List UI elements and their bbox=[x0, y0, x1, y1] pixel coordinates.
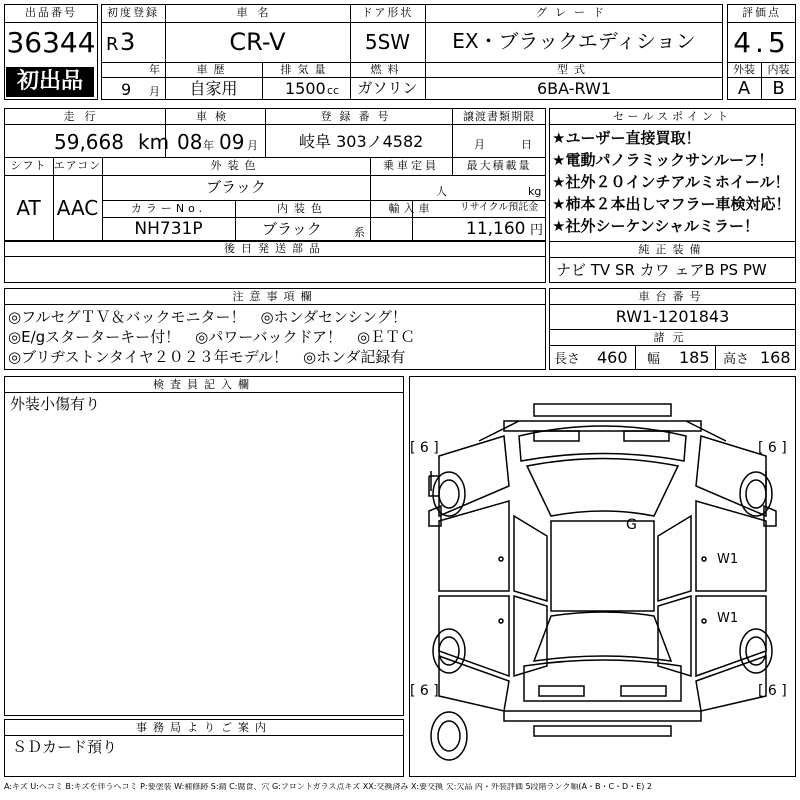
model: 6BA-RW1 bbox=[537, 79, 611, 98]
width-label: 幅 bbox=[647, 352, 661, 367]
capacity-unit: 人 bbox=[436, 185, 447, 198]
fuel-label: 燃料 bbox=[370, 63, 405, 76]
length: 460 bbox=[597, 348, 628, 367]
ac-label: エアコン bbox=[53, 159, 102, 172]
history: 自家用 bbox=[189, 79, 238, 98]
lot-number: 36344 bbox=[6, 26, 96, 59]
history-label: 車歴 bbox=[196, 63, 231, 76]
legend: A:キズ U:ヘコミ B:キズを伴うヘコミ P:要塗装 W:補修跡 S:錆 C:腐食、穴 G:フロントガラス点キズ XX:交換済み X:要交換 欠:欠品 内・外装評価 5段階ランク順(A・B・C・D・E) 2 bbox=[4, 783, 653, 791]
tire-rear-left-mark: [ 6 ] bbox=[410, 683, 439, 699]
recycle: 11,160 bbox=[466, 219, 526, 239]
displacement-label: 排気量 bbox=[280, 63, 332, 76]
grade: EX・ブラックエディション bbox=[452, 29, 696, 53]
dims-label: 諸元 bbox=[653, 331, 692, 344]
car-name: CR-V bbox=[229, 28, 286, 56]
notes-line-2: ◎E/gスターターキー付！ ◎パワーバックドア！ ◎ＥＴＣ bbox=[8, 328, 416, 346]
first-reg-label: 初度登録 bbox=[107, 6, 159, 19]
grade-label: グレード bbox=[536, 6, 612, 19]
selling-point-1: ★ユーザー直接買取！ bbox=[552, 129, 701, 147]
height: 168 bbox=[760, 348, 791, 367]
recycle-unit: 円 bbox=[530, 223, 544, 238]
car-name-label: 車名 bbox=[236, 6, 279, 19]
door-w1-mark-rear: W1 bbox=[717, 611, 739, 626]
lot-label: 出品番号 bbox=[25, 6, 77, 19]
equipment-label: 純正装備 bbox=[638, 243, 707, 256]
displacement-unit: cc bbox=[327, 84, 340, 97]
int-color-label: 内装色 bbox=[277, 202, 328, 215]
shift-label: シフト bbox=[10, 159, 47, 172]
plate-label: 登録番号 bbox=[320, 110, 397, 123]
office-label: 事務局よりご案内 bbox=[136, 721, 272, 734]
chassis-number: RW1-1201843 bbox=[615, 307, 730, 326]
color-no: NH731P bbox=[134, 219, 203, 239]
selling-point-5: ★社外シーケンシャルミラー！ bbox=[552, 217, 760, 235]
transfer-day-unit: 日 bbox=[521, 138, 532, 151]
notes-label: 注意事項欄 bbox=[232, 290, 318, 303]
inspection-month: 09 bbox=[219, 130, 245, 154]
inspection-year: 08 bbox=[177, 130, 203, 154]
era: R bbox=[106, 34, 119, 55]
first-listing-text: 初出品 bbox=[16, 69, 83, 94]
windshield-g-mark: G bbox=[626, 517, 637, 533]
equipment: ナビ TV SR カワ ェアB PS PW bbox=[556, 261, 767, 279]
inspection-year-unit: 年 bbox=[203, 139, 214, 152]
length-label: 長さ bbox=[554, 352, 581, 367]
vehicle-diagram bbox=[409, 376, 796, 777]
door: 5SW bbox=[364, 30, 411, 54]
model-label: 型式 bbox=[557, 63, 591, 76]
inspector-box bbox=[4, 376, 404, 716]
load-unit: kg bbox=[528, 185, 542, 198]
selling-point-2: ★電動パノラミックサンルーフ！ bbox=[552, 151, 774, 169]
chassis-label: 車台番号 bbox=[638, 290, 707, 303]
notes-line-3: ◎ブリヂストンタイヤ２０２３年モデル！ ◎ホンダ記録有 bbox=[8, 348, 406, 366]
selling-point-3: ★社外２０インチアルミホイール！ bbox=[552, 173, 790, 191]
tire-front-right-mark: [ 6 ] bbox=[758, 440, 787, 456]
month-unit: 月 bbox=[149, 85, 160, 98]
year-unit: 年 bbox=[149, 63, 160, 76]
color-no-label: カラーNo. bbox=[130, 202, 207, 215]
office-text: ＳＤカード預り bbox=[12, 738, 118, 756]
later-parts-label: 後日発送部品 bbox=[224, 242, 326, 255]
inspector-text: 外装小傷有り bbox=[10, 395, 101, 413]
notes-line-1: ◎フルセグＴＶ＆バックモニター！ ◎ホンダセンシング！ bbox=[8, 308, 407, 326]
load-label: 最大積載量 bbox=[466, 159, 532, 172]
transfer-label: 譲渡書類期限 bbox=[463, 110, 535, 123]
selling-point-4: ★柿本２本出しマフラー車検対応！ bbox=[552, 195, 791, 213]
first-reg-month: 9 bbox=[121, 80, 132, 99]
interior-grade-label: 内装 bbox=[767, 63, 790, 76]
ac: AAC bbox=[56, 196, 99, 220]
inspection-label: 車検 bbox=[196, 110, 234, 123]
interior-grade: B bbox=[772, 78, 785, 99]
plate: 岐阜 303ノ4582 bbox=[299, 132, 424, 151]
fuel: ガソリン bbox=[357, 79, 418, 97]
ext-color-label: 外装色 bbox=[210, 159, 262, 172]
mileage-unit: km bbox=[138, 130, 170, 154]
transfer-month-unit: 月 bbox=[474, 138, 485, 151]
door-label: ドア形状 bbox=[361, 6, 414, 19]
selling-points-label: セールスポイント bbox=[612, 110, 732, 123]
mileage: 59,668 bbox=[54, 130, 124, 154]
tire-rear-right-mark: [ 6 ] bbox=[758, 683, 787, 699]
height-label: 高さ bbox=[723, 352, 750, 367]
int-color-suffix: 系 bbox=[354, 226, 365, 239]
import-label: 輸入車 bbox=[388, 202, 434, 215]
recycle-label: リサイクル預託金 bbox=[459, 202, 539, 213]
inspector-label: 検査員記入欄 bbox=[153, 378, 255, 391]
exterior-grade: A bbox=[737, 78, 751, 99]
width: 185 bbox=[679, 348, 710, 367]
displacement: 1500 bbox=[285, 79, 326, 98]
mileage-label: 走行 bbox=[63, 110, 106, 123]
score: 4.5 bbox=[733, 26, 790, 59]
door-w1-mark-front: W1 bbox=[717, 552, 739, 567]
inspection-month-unit: 月 bbox=[247, 139, 258, 152]
shift: AT bbox=[16, 196, 41, 220]
capacity-label: 乗車定員 bbox=[383, 159, 439, 172]
score-label: 評価点 bbox=[742, 6, 781, 19]
first-reg-year: 3 bbox=[120, 28, 136, 56]
ext-color: ブラック bbox=[206, 178, 266, 196]
int-color: ブラック bbox=[262, 220, 322, 238]
tire-front-left-mark: [ 6 ] bbox=[410, 440, 439, 456]
exterior-grade-label: 外装 bbox=[733, 63, 755, 76]
